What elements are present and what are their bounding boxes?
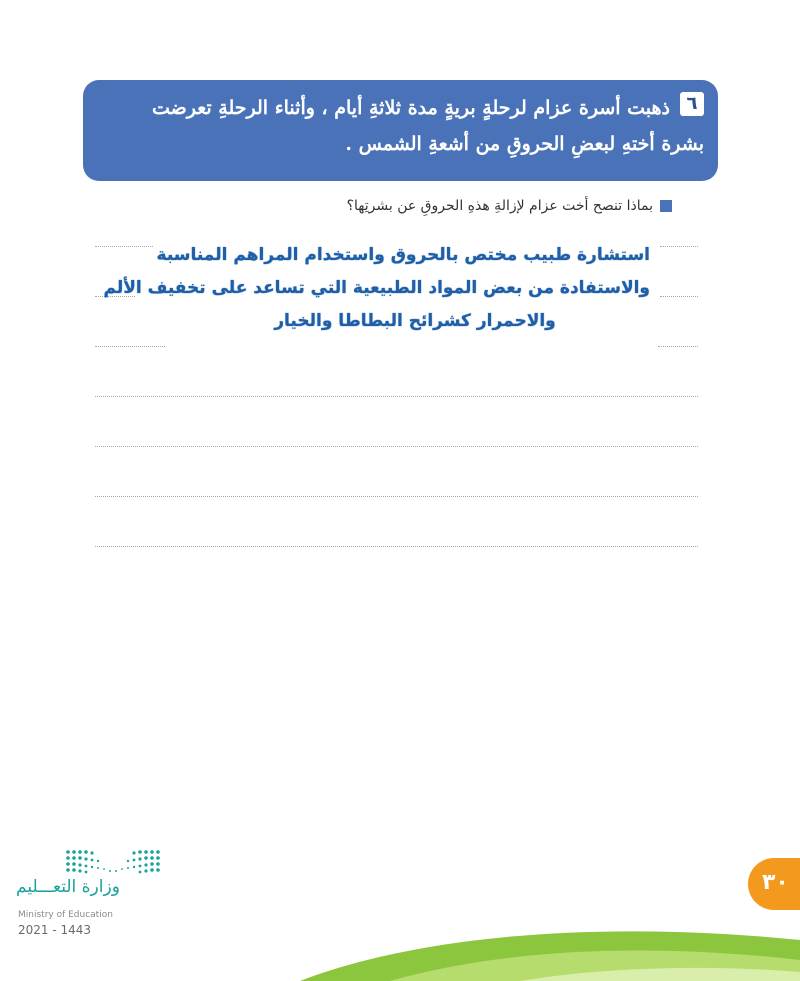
answer-line-2: والاستفادة من بعض المواد الطبيعية التي تساعد على تخفيف الألم — [103, 278, 650, 298]
answer-line — [95, 396, 698, 397]
answer-line — [658, 346, 698, 347]
answer-line — [95, 246, 153, 247]
question-box — [83, 80, 718, 181]
question-text — [100, 90, 704, 162]
question-number: ٦ — [680, 92, 704, 116]
page-number: ٣٠ — [762, 870, 789, 895]
answer-text — [103, 239, 650, 338]
green-swoosh-decoration — [0, 880, 800, 981]
answer-line — [95, 546, 698, 547]
question-line-1: ذهبت أسرة عزام لرحلةٍ بريةٍ مدة ثلاثةِ أيام ، وأثناء الرحلةِ تعرضت — [151, 97, 670, 119]
question-line-2: بشرة أختهِ لبعضِ الحروقِ من أشعةِ الشمس . — [345, 133, 704, 155]
ministry-name-english: Ministry of Education — [18, 910, 113, 920]
edition-year: 2021 - 1443 — [18, 923, 92, 937]
ministry-dots-icon — [64, 847, 164, 877]
answer-line — [95, 496, 698, 497]
square-bullet-icon — [660, 200, 672, 212]
sub-question-text: بماذا تنصح أخت عزام لإزالةِ هذهِ الحروقِ عن بشرتِها؟ — [346, 198, 653, 214]
answer-line — [95, 346, 165, 347]
answer-line — [95, 446, 698, 447]
answer-line-3: والاحمرار كشرائح البطاطا والخيار — [274, 311, 556, 331]
answer-line-1: استشارة طبيب مختص بالحروق واستخدام المراهم المناسبة — [156, 245, 650, 265]
answer-line — [660, 246, 698, 247]
sub-question — [347, 198, 672, 214]
ministry-name-arabic: وزارة التعـــليم — [16, 877, 120, 897]
answer-line — [660, 296, 698, 297]
